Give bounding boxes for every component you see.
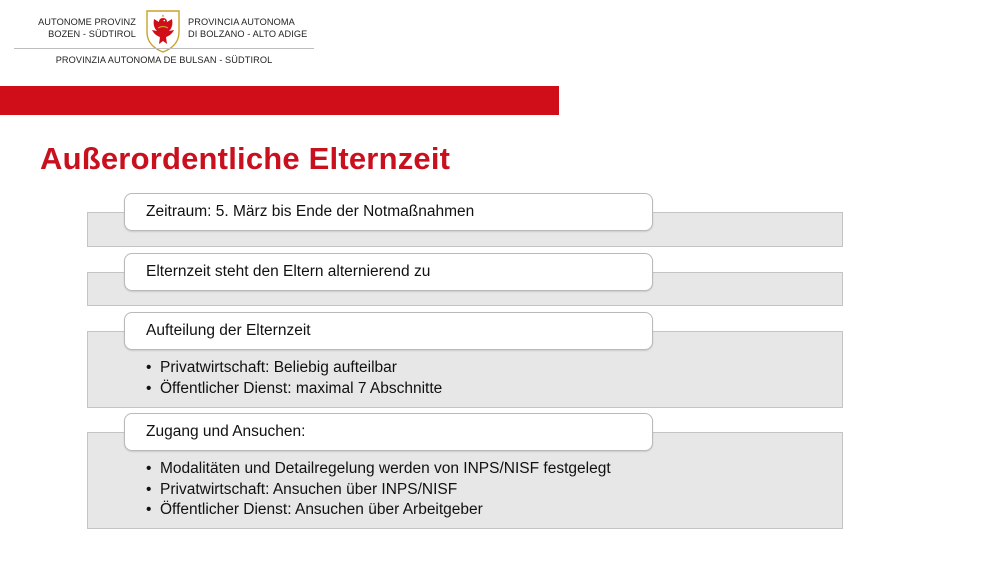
header [0, 0, 330, 72]
block-heading: Elternzeit steht den Eltern alternierend zu [124, 253, 653, 291]
list-item [146, 379, 442, 400]
block-heading: Aufteilung der Elternzeit [124, 312, 653, 350]
header-left-line2: BOZEN - SÜDTIROL [48, 28, 136, 39]
list-item [146, 480, 611, 501]
bullet-icon: • [146, 359, 152, 376]
list-item-text: Privatwirtschaft: Beliebig aufteilbar [160, 359, 397, 376]
bullet-icon: • [146, 379, 152, 397]
header-divider [14, 48, 314, 49]
header-italian-name [188, 17, 328, 40]
bullet-icon: • [146, 501, 152, 518]
list-item-text: Öffentlicher Dienst: Ansuchen über Arbeitgeber [160, 501, 483, 518]
list-item-text: Privatwirtschaft: Ansuchen über INPS/NISF [160, 480, 458, 498]
header-german-name [22, 17, 136, 40]
header-right-line2: DI BOLZANO - ALTO ADIGE [188, 28, 308, 39]
header-right-line1: PROVINCIA AUTONOMA [188, 17, 295, 27]
header-left-line1: AUTONOME PROVINZ [38, 17, 136, 27]
list-item [146, 500, 611, 521]
header-ladin-name: PROVINZIA AUTONOMA DE BULSAN - SÜDTIROL [55, 55, 273, 65]
bullet-icon: • [146, 460, 152, 477]
block-heading: Zeitraum: 5. März bis Ende der Notmaßnahmen [124, 193, 653, 231]
list-item-text: Modalitäten und Detailregelung werden von INPS/NISF festgelegt [160, 460, 611, 477]
list-item [146, 459, 611, 480]
block-heading: Zugang und Ansuchen: [124, 413, 653, 451]
bullet-list [146, 459, 611, 521]
bullet-icon: • [146, 480, 152, 498]
list-item [146, 358, 442, 379]
list-item-text: Öffentlicher Dienst: maximal 7 Abschnitte [160, 379, 443, 397]
bullet-list [146, 358, 442, 399]
slide-title: Außerordentliche Elternzeit [40, 141, 451, 176]
red-accent-bar [0, 86, 559, 115]
